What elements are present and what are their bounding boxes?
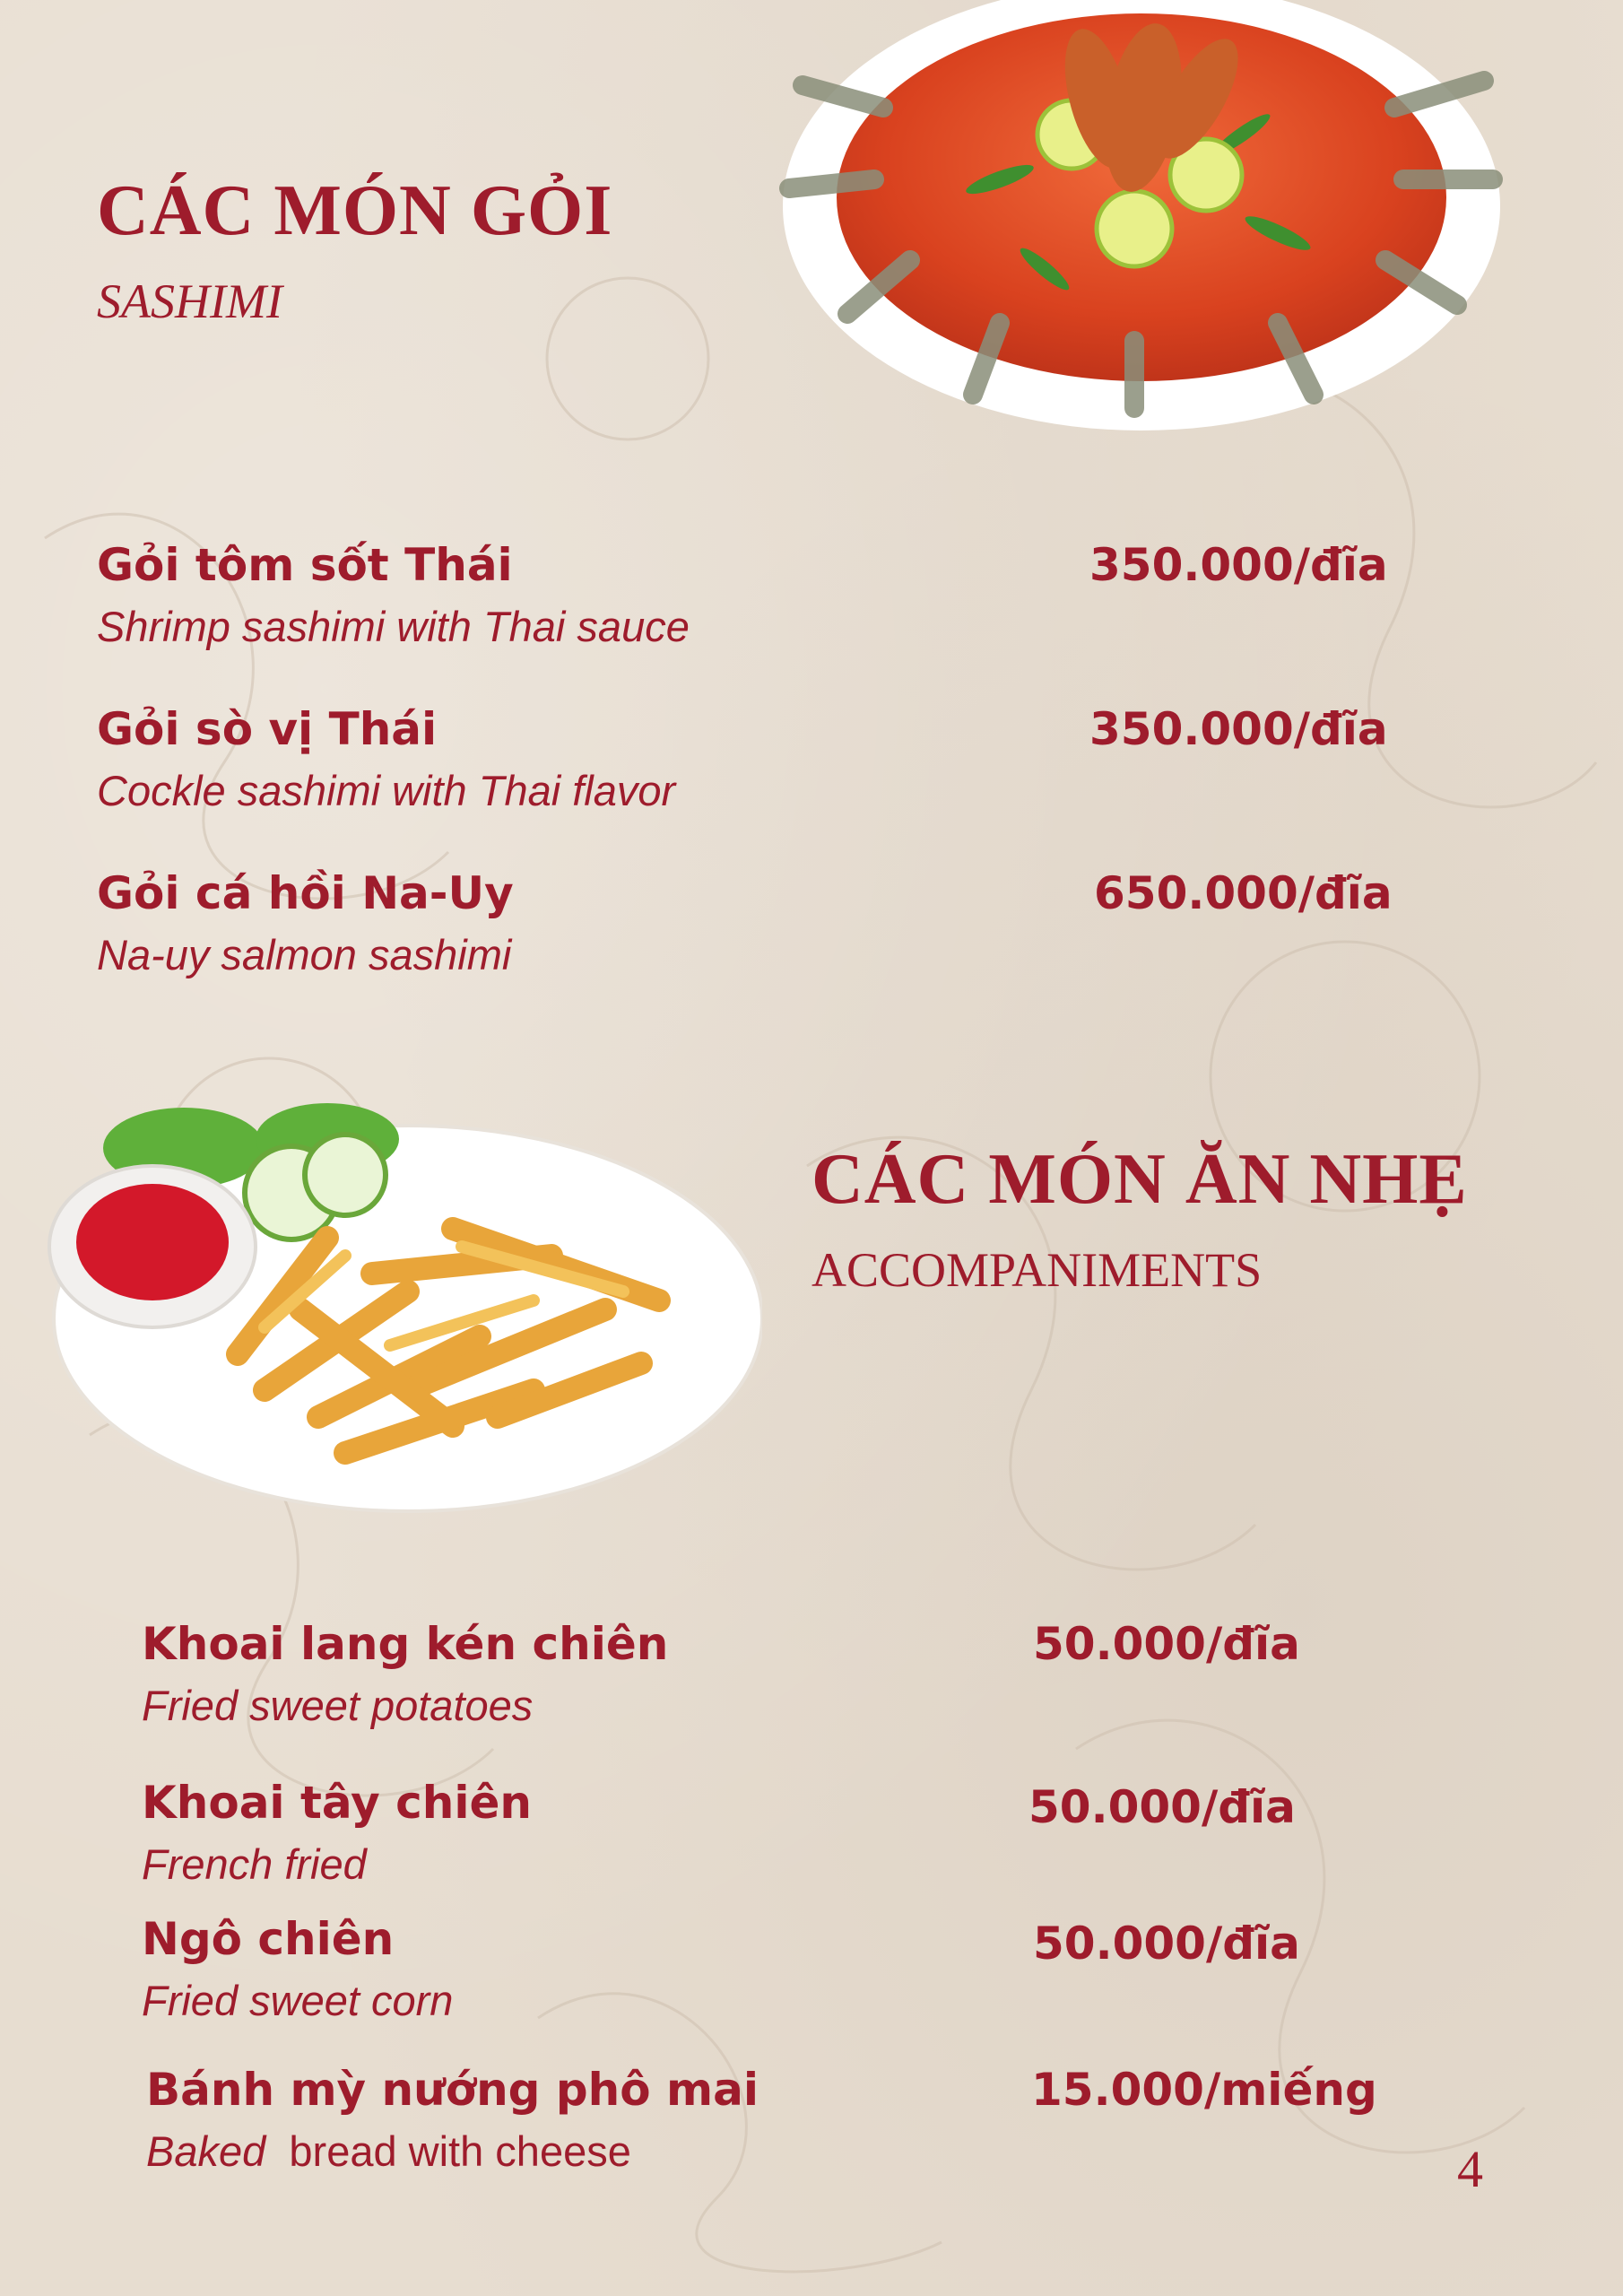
section-subtitle-accompaniments: ACCOMPANIMENTS <box>812 1243 1263 1297</box>
menu-item-price: 50.000/đĩa <box>1033 1618 1300 1670</box>
menu-item-description: French fried <box>142 1840 367 1888</box>
menu-item <box>142 1912 453 2028</box>
menu-item <box>97 866 514 982</box>
menu-item-name: Gỏi cá hồi Na-Uy <box>97 867 514 919</box>
menu-item-description: Na-uy salmon sashimi <box>97 931 512 978</box>
page-number: 4 <box>1457 2140 1483 2198</box>
menu-item-description: Cockle sashimi with Thai flavor <box>97 767 676 814</box>
menu-item-description: Shrimp sashimi with Thai sauce <box>97 603 690 650</box>
french-fries-plate-photo <box>31 1094 762 1520</box>
menu-item-description-rest: bread with cheese <box>265 2127 631 2175</box>
menu-item <box>146 2063 759 2179</box>
section-title-accompaniments: CÁC MÓN ĂN NHẸ <box>812 1140 1468 1219</box>
menu-item-name: Bánh mỳ nướng phô mai <box>146 2064 759 2116</box>
menu-item-name: Khoai tây chiên <box>142 1777 532 1829</box>
menu-item-name: Khoai lang kén chiên <box>142 1618 669 1670</box>
menu-item-price: 15.000/miếng <box>1031 2064 1377 2116</box>
menu-item-price: 50.000/đĩa <box>1033 1918 1300 1970</box>
menu-item <box>142 1617 668 1733</box>
menu-item-price: 350.000/đĩa <box>1089 539 1388 591</box>
menu-item-name: Gỏi tôm sốt Thái <box>97 539 513 591</box>
shrimp-sashimi-plate-photo <box>776 0 1506 435</box>
menu-item-description <box>146 2126 759 2179</box>
menu-item <box>142 1776 532 1892</box>
menu-item-price: 350.000/đĩa <box>1089 703 1388 755</box>
menu-item-name: Gỏi sò vị Thái <box>97 703 438 755</box>
menu-item-description: Fried sweet potatoes <box>142 1682 534 1729</box>
menu-item-description: Fried sweet corn <box>142 1977 454 2024</box>
section-title-sashimi: CÁC MÓN GỎI <box>97 171 613 250</box>
menu-item-price: 650.000/đĩa <box>1094 867 1393 919</box>
menu-item <box>97 538 690 654</box>
menu-item <box>97 702 675 818</box>
menu-item-name: Ngô chiên <box>142 1913 395 1965</box>
section-subtitle-sashimi: SASHIMI <box>97 274 282 328</box>
menu-item-description-italic: Baked <box>146 2127 266 2175</box>
menu-item-price: 50.000/đĩa <box>1028 1781 1296 1833</box>
